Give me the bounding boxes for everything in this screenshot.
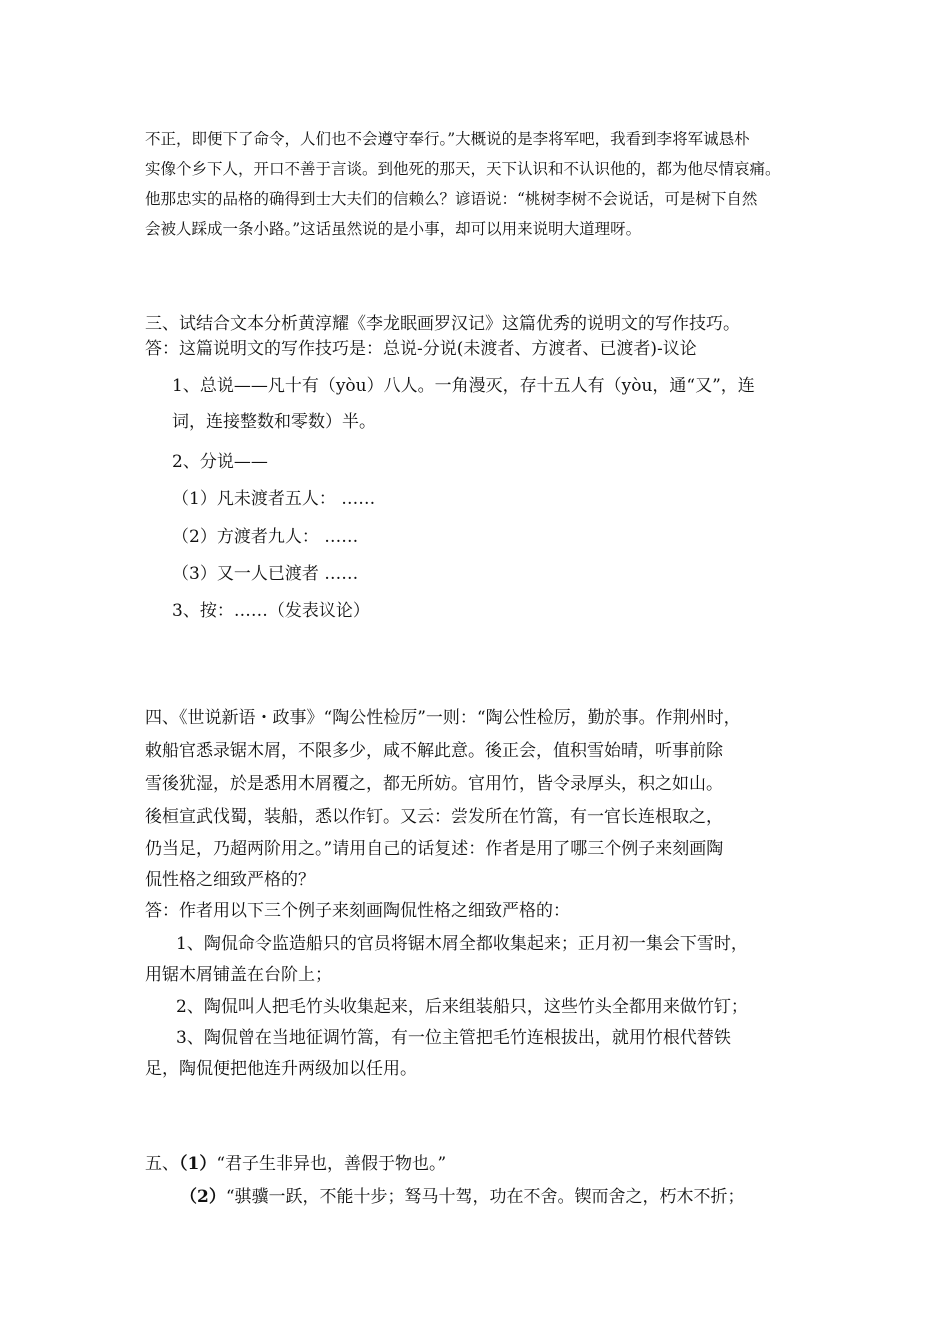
section3-item1-line2: 词，连接整数和零数）半。 [172, 412, 376, 432]
section4-answer3-line1: 3、陶侃曾在当地征调竹篙，有一位主管把毛竹连根拔出，就用竹根代替铁 [176, 1028, 731, 1048]
section4-question-line-2: 敕船官悉录锯木屑，不限多少，咸不解此意。後正会，值积雪始晴，听事前除 [145, 741, 723, 761]
section4-question-line-3: 雪後犹湿，於是悉用木屑覆之，都无所妨。官用竹，皆令录厚头，积之如山。 [145, 774, 723, 794]
section4-answer: 答：作者用以下三个例子来刻画陶侃性格之细致严格的： [145, 901, 570, 921]
section5-prefix: 五、 [145, 1154, 179, 1174]
section5-q1 [145, 1153, 446, 1175]
section4-answer1-line1: 1、陶侃命令监造船只的官员将锯木屑全都收集起来；正月初一集会下雪时， [176, 934, 748, 954]
section3-item1-line1: 1、总说——凡十有（yòu）八人。一角漫灭，存十五人有（yòu，通“又”，连 [172, 376, 755, 396]
section5-q2-text: “骐骥一跃，不能十步；驽马十驾，功在不舍。锲而舍之，朽木不折； [225, 1187, 745, 1207]
section3-sub1: （1）凡未渡者五人： …… [172, 489, 376, 509]
section3-question: 三、试结合文本分析黄淳耀《李龙眠画罗汉记》这篇优秀的说明文的写作技巧。 [145, 314, 740, 334]
section5-q1-text: “君子生非异也，善假于物也。” [216, 1154, 447, 1174]
section2-line-2: 实像个乡下人，开口不善于言谈。到他死的那天，天下认识和不认识他的，都为他尽情哀痛。 [145, 160, 781, 178]
section3-answer: 答：这篇说明文的写作技巧是：总说-分说(未渡者、方渡者、已渡者)-议论 [145, 339, 697, 359]
section3-item2: 2、分说—— [172, 452, 268, 472]
section2-line-3: 他那忠实的品格的确得到士大夫们的信赖么？谚语说：“桃树李树不会说话，可是树下自然 [145, 190, 758, 208]
section4-answer3-line2: 足，陶侃便把他连升两级加以任用。 [145, 1059, 417, 1079]
section2-line-4: 会被人踩成一条小路。”这话虽然说的是小事，却可以用来说明大道理呀。 [145, 220, 642, 238]
section4-answer1-line2: 用锯木屑铺盖在台阶上； [145, 965, 332, 985]
section4-question-line-4: 後桓宣武伐蜀，装船，悉以作钉。又云：尝发所在竹篙，有一官长连根取之， [145, 807, 723, 827]
section5-q2-number: （2） [180, 1187, 226, 1207]
section4-question-line-6: 侃性格之细致严格的？ [145, 870, 315, 890]
section3-sub3: （3）又一人已渡者 …… [172, 564, 359, 584]
section3-sub2: （2）方渡者九人： …… [172, 527, 359, 547]
section4-question-line-1: 四、《世说新语・政事》“陶公性检厉”一则：“陶公性检厉，勤於事。作荆州时， [145, 708, 741, 728]
section3-item3: 3、按：……（发表议论） [172, 601, 370, 621]
section4-answer2: 2、陶侃叫人把毛竹头收集起来，后来组装船只，这些竹头全都用来做竹钉； [176, 997, 748, 1017]
section5-q1-number: （1） [179, 1154, 217, 1174]
section4-question-line-5: 仍当足，乃超两阶用之。”请用自己的话复述：作者是用了哪三个例子来刻画陶 [145, 839, 724, 859]
section2-line-1: 不正，即便下了命令，人们也不会遵守奉行。”大概说的是李将军吧，我看到李将军诚恳朴 [145, 130, 750, 148]
section5-q2 [180, 1186, 745, 1208]
